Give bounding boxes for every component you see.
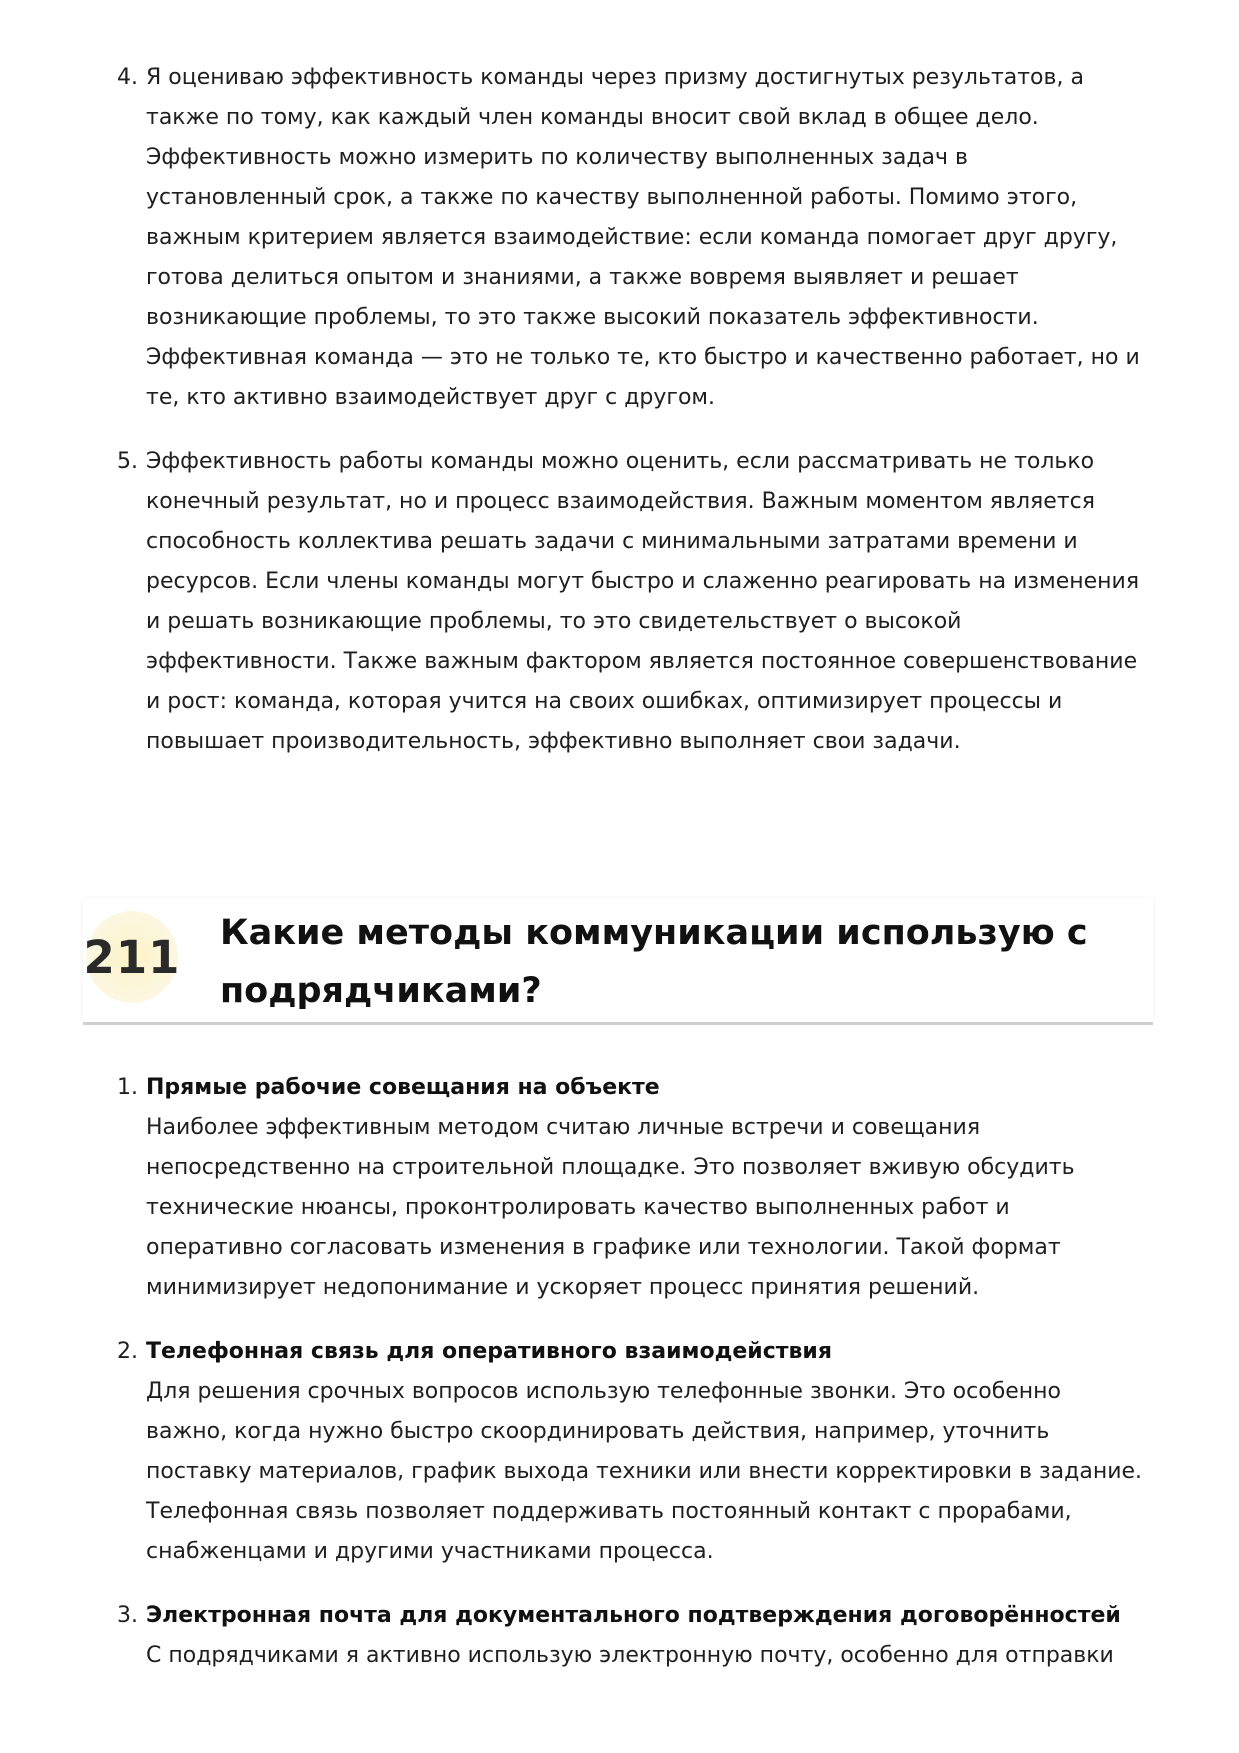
method-text: С подрядчиками я активно использую электронную почту, особенно для отправки [146, 1643, 1114, 1668]
answer-item-4 [0, 58, 1239, 418]
method-text: Наиболее эффективным методом считаю личные встречи и совещания непосредственно на строительной площадке. Это позволяет вживую обсудить технические нюансы, проконтролировать качество выполненных работ и оперативно согласовать изменения в графике или технологии. Такой формат минимизирует недопонимание и ускоряет процесс принятия решений. [146, 1115, 1075, 1300]
list-number: 2. [117, 1339, 138, 1364]
answer-text: Эффективность работы команды можно оценить, если рассматривать не только конечный результат, но и процесс взаимодействия. Важным моментом является способность коллектива решать задачи с минимальными затратами времени и ресурсов. Если члены команды могут быстро и слаженно реагировать на изменения и решать возникающие проблемы, то это свидетельствует о высокой эффективности. Также важным фактором является постоянное совершенствование и рост: команда, которая учится на своих ошибках, оптимизирует процессы и повышает производительность, эффективно выполняет свои задачи. [146, 449, 1140, 754]
question-header [83, 898, 1153, 1034]
list-number: 1. [117, 1075, 138, 1100]
method-title: Электронная почта для документального подтверждения договорённостей [146, 1603, 1121, 1628]
answer-list [0, 58, 1239, 786]
question-title: Какие методы коммуникации использую с подрядчиками? [220, 913, 1088, 1011]
method-title: Телефонная связь для оперативного взаимодействия [146, 1339, 832, 1364]
method-item-2 [0, 1332, 1239, 1572]
answer-text: Я оцениваю эффективность команды через призму достигнутых результатов, а также по тому, как каждый член команды вносит свой вклад в общее дело. Эффективность можно измерить по количеству выполненных задач в установленный срок, а также по качеству выполненной работы. Помимо этого, важным критерием является взаимодействие: если команда помогает друг другу, готова делиться опытом и знаниями, а также вовремя выявляет и решает возникающие проблемы, то это также высокий показатель эффективности. Эффективная команда — это не только те, кто быстро и качественно работает, но и те, кто активно взаимодействует друг с другом. [146, 65, 1140, 410]
question-divider [83, 1022, 1153, 1025]
method-item-1 [0, 1068, 1239, 1308]
list-number: 3. [117, 1603, 138, 1628]
method-list [0, 1068, 1239, 1700]
list-number: 4. [117, 65, 138, 90]
method-title: Прямые рабочие совещания на объекте [146, 1075, 660, 1100]
answer-item-5 [0, 442, 1239, 762]
method-item-3 [0, 1596, 1239, 1676]
question-number-badge: 211 [86, 911, 178, 1003]
method-text: Для решения срочных вопросов использую телефонные звонки. Это особенно важно, когда нужно быстро скоординировать действия, например, уточнить поставку материалов, график выхода техники или внести корректировки в задание. Телефонная связь позволяет поддерживать постоянный контакт с прорабами, снабженцами и другими участниками процесса. [146, 1379, 1143, 1564]
list-number: 5. [117, 449, 138, 474]
